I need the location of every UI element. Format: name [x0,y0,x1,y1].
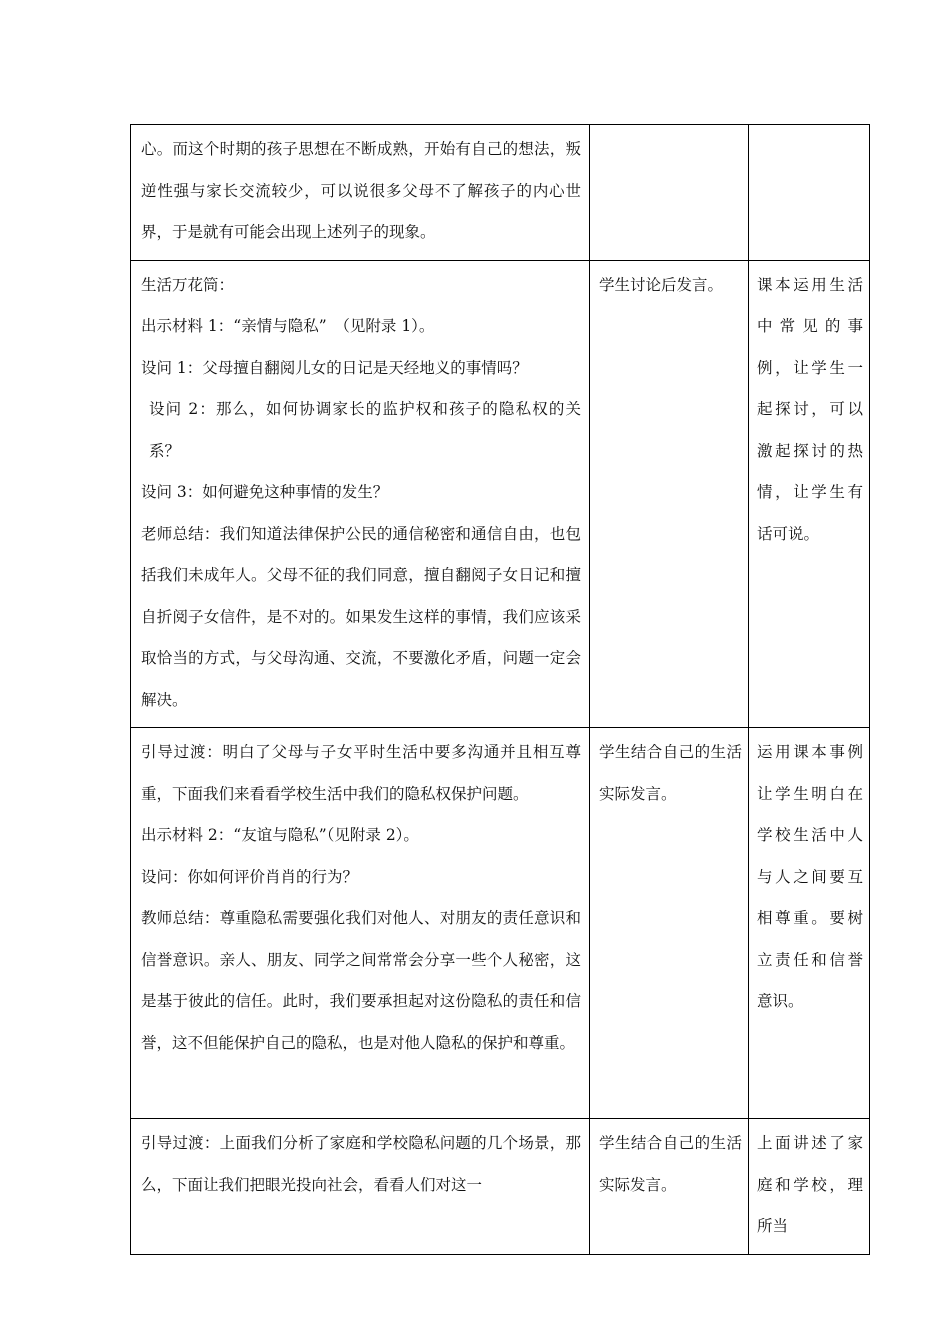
design-intent-text: 上面讲述了家庭和学校，理所当 [757,1134,863,1235]
paragraph: 出示材料 1：“亲情与隐私” （见附录 1）。 [141,317,435,335]
content-cell [131,1119,590,1255]
design-intent-text: 运用课本事例让学生明白在学校生活中人与人之间要互相尊重。要树立责任和信誉意识。 [757,743,863,1010]
design-intent-cell [749,260,870,728]
student-activity-cell [590,125,749,261]
design-intent-cell [749,728,870,1119]
student-activity-text: 学生结合自己的生活实际发言。 [599,743,742,803]
table-row [131,125,870,261]
paragraph: 教师总结：尊重隐私需要强化我们对他人、对朋友的责任意识和信誉意识。亲人、朋友、同学之间常常会分享一些个人秘密，这是基于彼此的信任。此时，我们要承担起对这份隐私的责任和信誉，这不但能保护自己的隐私，也是对他人隐私的保护和尊重。 [141,909,581,1052]
design-intent-text: 课本运用生活中常见的事例，让学生一起探讨，可以激起探讨的热情，让学生有话可说。 [757,275,863,543]
student-activity-text: 学生讨论后发言。 [599,275,724,294]
design-intent-cell [749,1119,870,1255]
lesson-table [130,124,870,1255]
paragraph: 设问 1：父母擅自翻阅儿女的日记是天经地义的事情吗？ [141,358,528,377]
content-cell [131,125,590,261]
table-row [131,1119,870,1255]
paragraph: 引导过渡：明白了父母与子女平时生活中要多沟通并且相互尊重，下面我们来看看学校生活中我们的隐私权保护问题。 [141,743,581,803]
student-activity-cell [590,260,749,728]
design-intent-cell [749,125,870,261]
table-row [131,260,870,728]
paragraph: 引导过渡：上面我们分析了家庭和学校隐私问题的几个场景，那么，下面让我们把眼光投向社会，看看人们对这一 [141,1134,581,1194]
student-activity-cell [590,1119,749,1255]
paragraph: 设问：你如何评价肖肖的行为？ [141,867,359,886]
student-activity-cell [590,728,749,1119]
paragraph: 心。而这个时期的孩子思想在不断成熟，开始有自己的想法，叛逆性强与家长交流较少，可以说很多父母不了解孩子的内心世界，于是就有可能会出现上述列子的现象。 [141,140,581,241]
content-cell [131,260,590,728]
paragraph: 设问 3：如何避免这种事情的发生？ [141,483,389,501]
table-row [131,728,870,1119]
paragraph: 出示材料 2：“友谊与隐私”（见附录 2）。 [141,826,419,844]
student-activity-text: 学生结合自己的生活实际发言。 [599,1134,742,1194]
paragraph: 老师总结：我们知道法律保护公民的通信秘密和通信自由，也包括我们未成年人。父母不征的我们同意，擅自翻阅子女日记和擅自折阅子女信件，是不对的。如果发生这样的事情，我们应该采取恰当的方式，与父母沟通、交流，不要激化矛盾，问题一定会解决。 [141,524,581,709]
content-cell [131,728,590,1119]
paragraph: 设问 2：那么，如何协调家长的监护权和孩子的隐私权的关系？ [149,400,581,460]
paragraph: 生活万花筒： [141,275,235,294]
